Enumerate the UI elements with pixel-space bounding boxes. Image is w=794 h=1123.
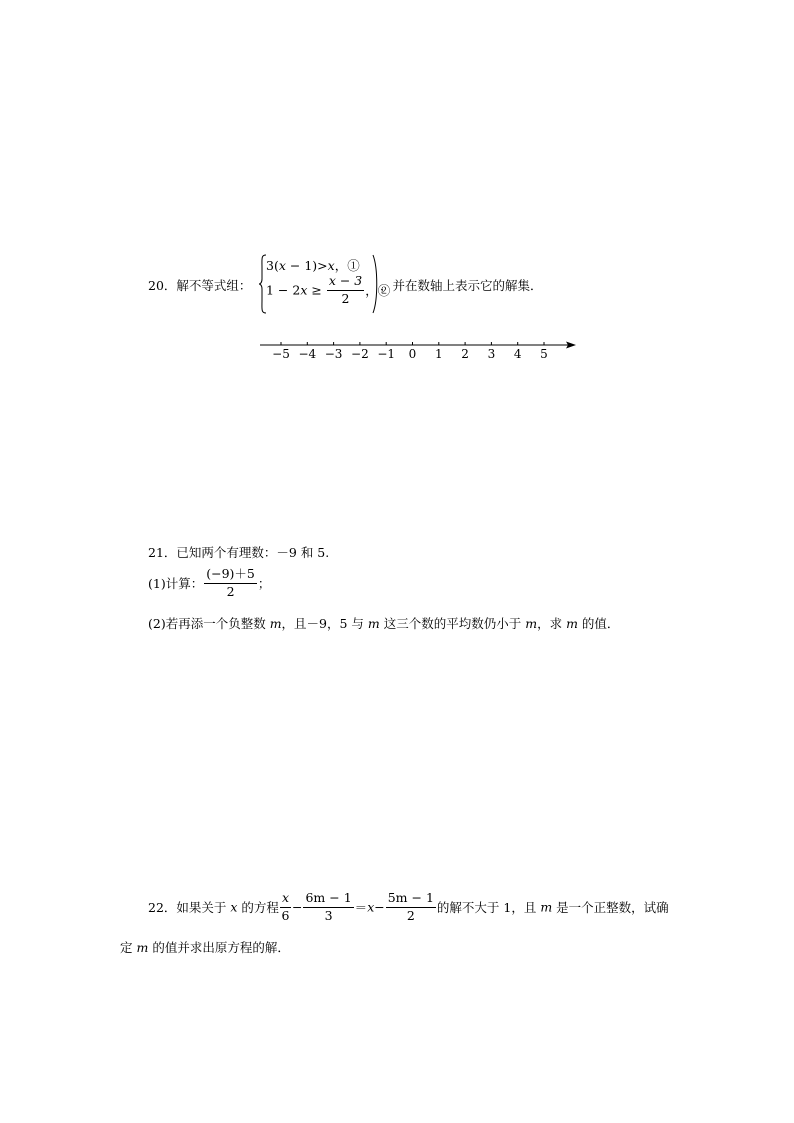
axis-tick-label: 1 <box>434 347 443 361</box>
q21-stem: 21．已知两个有理数：－9 和 5. <box>148 545 330 560</box>
q20-eq2: 1 − 2x ≥ $\frac{x - 3}{2}$ ，② <box>266 273 391 306</box>
q21-fraction: $\frac{(-9)+5}{2}$ <box>206 566 255 599</box>
q21-part2: (2)若再添一个负整数 m，且－9，5 与 m 这三个数的平均数仍小于 m，求 m 的值． <box>148 616 620 631</box>
axis-tick-label: −2 <box>351 347 369 361</box>
q20-fraction: $\frac{x - 3}{2}$ <box>328 273 363 306</box>
q20-eq1: 3(x − 1)>x，① <box>266 258 360 273</box>
q22-line2: 定 m 的值并求出原方程的解． <box>120 940 290 955</box>
axis-tick-label: −4 <box>298 347 317 361</box>
axis-tick-label: −3 <box>324 347 343 361</box>
q22-fraction-3: $\frac{5m - 1}{2}$ <box>387 890 434 923</box>
axis-tick-label: −1 <box>377 347 396 361</box>
axis-tick-label: −5 <box>272 347 290 361</box>
q20-prefix: 20．解不等式组： <box>148 278 252 293</box>
q22-fraction-2: $\frac{6m - 1}{3}$ <box>305 890 352 923</box>
q20-suffix: ，并在数轴上表示它的解集． <box>380 278 543 293</box>
right-paren <box>372 254 380 314</box>
q22-fraction-1: $\frac{x}{6}$ <box>281 890 290 923</box>
axis-tick-label: 0 <box>408 347 417 361</box>
q22-line1: 22．如果关于 x 的方程 $\frac{x}{6}$ − $\frac{6m - 1}{3}$ ＝x− $\frac{5m - 1}{2}$ 的解不大于 1，且 m 是一个正整数，试确 <box>148 890 669 923</box>
axis-tick-label: 4 <box>513 347 522 361</box>
q21-part1: (1)计算： $\frac{(-9)+5}{2}$ ； <box>148 566 271 599</box>
axis-tick-label: 2 <box>461 347 469 361</box>
axis-tick-label: 3 <box>487 347 496 361</box>
axis-tick-label: 5 <box>540 347 548 361</box>
